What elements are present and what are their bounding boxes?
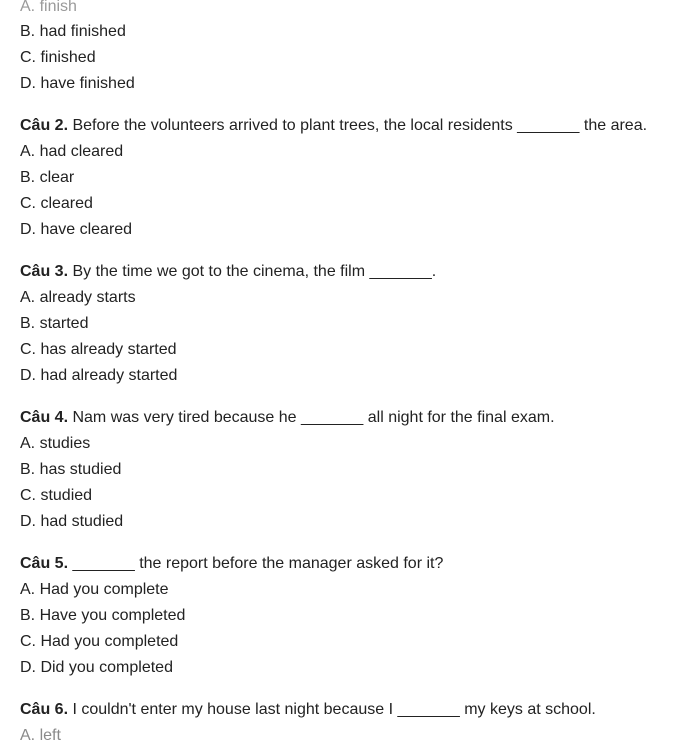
- question-5-option-c: C. Had you completed: [20, 633, 179, 650]
- question-4-option-d: D. had studied: [20, 513, 124, 530]
- question-2-option-a: A. had cleared: [20, 143, 124, 160]
- question-text: Before the volunteers arrived to plant trees, the local residents _______ the area.: [68, 117, 648, 134]
- question-2-option-d: D. have cleared: [20, 221, 133, 238]
- question-2-option-c: C. cleared: [20, 195, 93, 212]
- question-text: Nam was very tired because he _______ all night for the final exam.: [68, 409, 555, 426]
- question-2: [20, 116, 647, 136]
- option-top-c: C. finished: [20, 49, 96, 66]
- question-5-option-d: D. Did you completed: [20, 659, 173, 676]
- question-2-option-b: B. clear: [20, 169, 75, 186]
- question-label: Câu 6.: [20, 701, 69, 718]
- question-5-option-b: B. Have you completed: [20, 607, 186, 624]
- option-top-a: A. finish: [20, 0, 77, 15]
- question-text: _______ the report before the manager asked for it?: [68, 555, 444, 572]
- question-3-option-b: B. started: [20, 315, 89, 332]
- question-4-option-c: C. studied: [20, 487, 93, 504]
- question-3-option-a: A. already starts: [20, 289, 136, 306]
- question-4: [20, 408, 555, 428]
- question-3: [20, 262, 436, 282]
- question-text: I couldn't enter my house last night because I _______ my keys at school.: [68, 701, 596, 718]
- question-5: [20, 554, 443, 574]
- option-top-d: D. have finished: [20, 75, 135, 92]
- question-label: Câu 5.: [20, 555, 69, 572]
- question-5-option-a: A. Had you complete: [20, 581, 169, 598]
- question-4-option-b: B. has studied: [20, 461, 122, 478]
- option-top-b: B. had finished: [20, 23, 126, 40]
- question-label: Câu 2.: [20, 117, 69, 134]
- question-6: [20, 700, 596, 720]
- question-4-option-a: A. studies: [20, 435, 91, 452]
- question-6-option-a: A. left: [20, 727, 61, 744]
- question-3-option-d: D. had already started: [20, 367, 178, 384]
- question-label: Câu 4.: [20, 409, 69, 426]
- question-text: By the time we got to the cinema, the film _______.: [68, 263, 437, 280]
- question-3-option-c: C. has already started: [20, 341, 177, 358]
- question-label: Câu 3.: [20, 263, 69, 280]
